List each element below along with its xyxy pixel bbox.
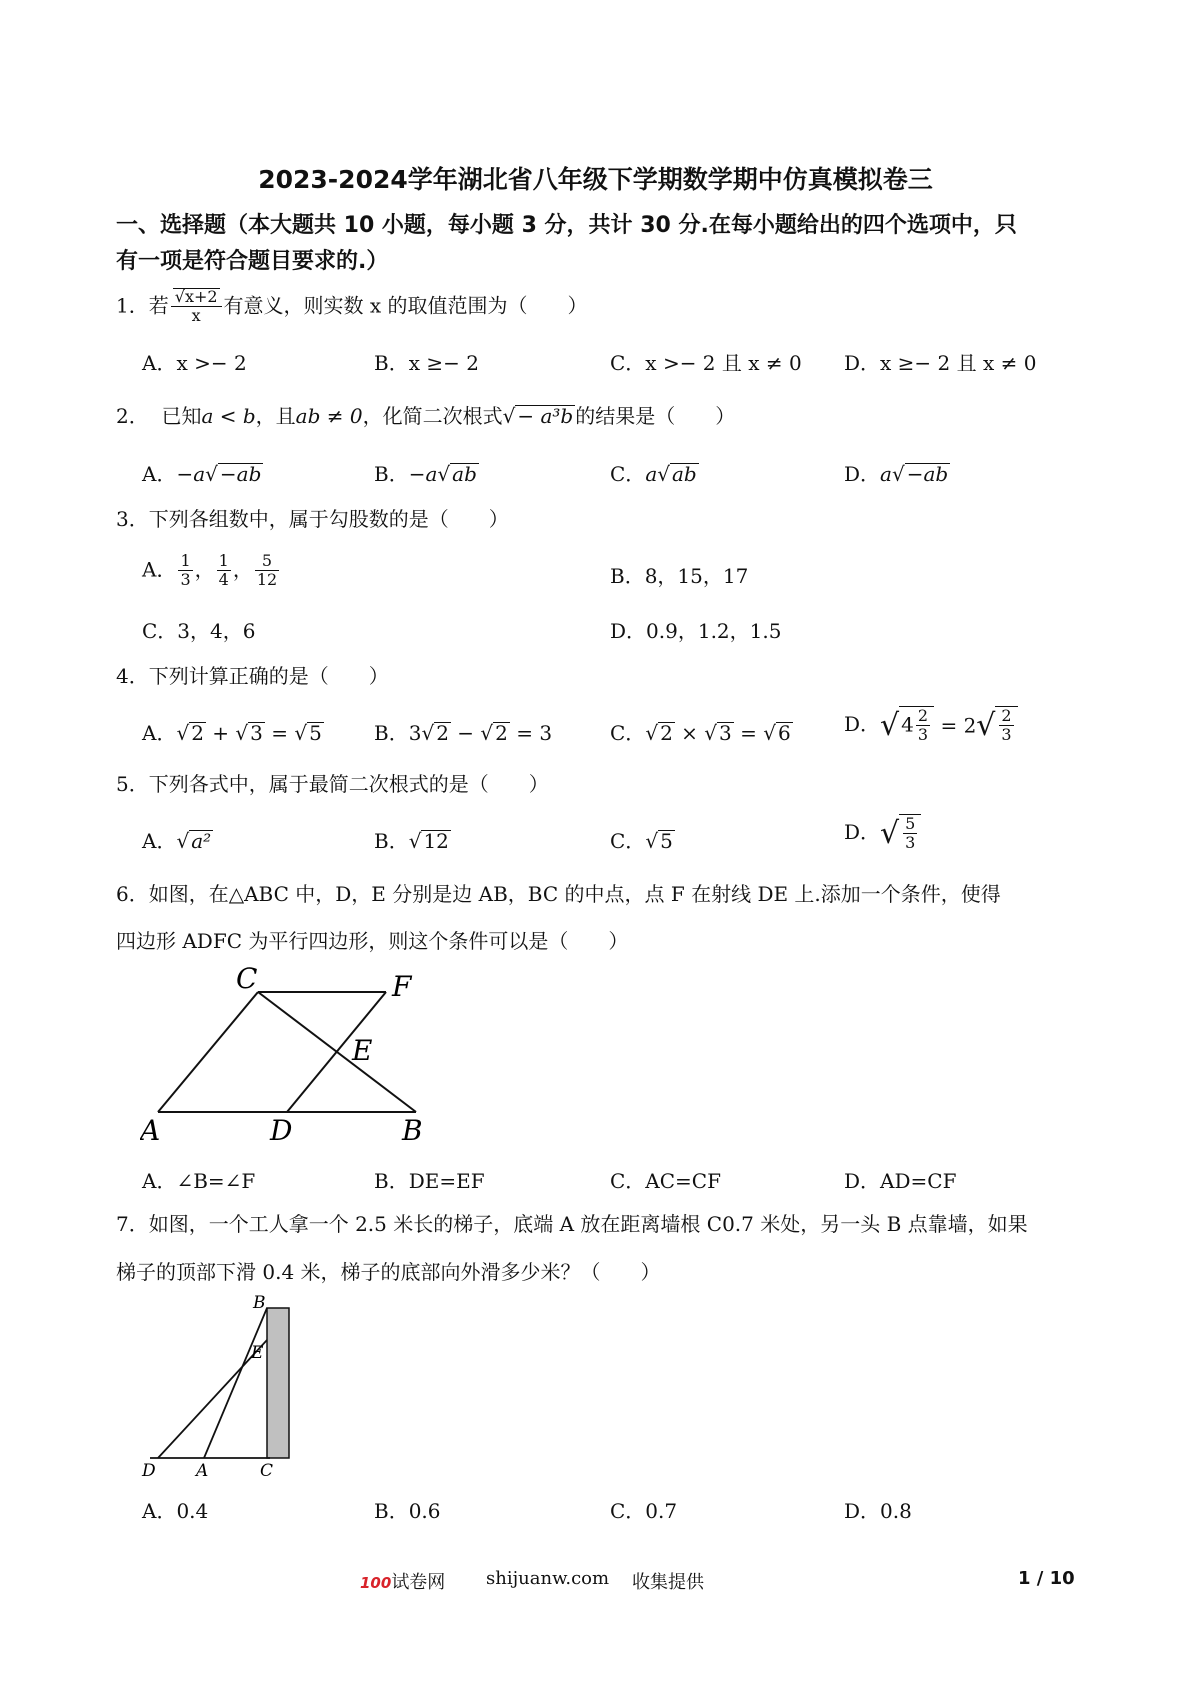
q5-option-b: B．√ 12 bbox=[374, 829, 449, 853]
q6-option-c: C．AC=CF bbox=[610, 1169, 721, 1193]
label-d: D bbox=[270, 1114, 293, 1147]
q2-option-b: B．−a√ ab bbox=[374, 462, 477, 486]
footer-logo bbox=[360, 1568, 445, 1594]
q6-option-b: B．DE=EF bbox=[374, 1169, 485, 1193]
q6-option-d: D．AD=CF bbox=[844, 1169, 957, 1193]
q4-option-d: D．√ 4 $\frac{2}{3}$ = 2√ $\frac{2}{3}$ bbox=[844, 706, 1018, 745]
label-b: B bbox=[253, 1293, 266, 1313]
section-header-line1: 一、选择题（本大题共 10 小题，每小题 3 分，共计 30 分.在每小题给出的四个选项中，只 bbox=[116, 213, 1017, 238]
footer-site-cn: 试卷网 bbox=[391, 1572, 446, 1593]
question-6-line2: 四边形 ADFC 为平行四边形，则这个条件可以是（ ） bbox=[116, 929, 629, 953]
q4-option-b: B．3√ 2 − √ 2 = 3 bbox=[374, 721, 553, 745]
q3-option-c: C．3，4，6 bbox=[142, 619, 256, 643]
q1-option-d: D．x ≥− 2 且 x ≠ 0 bbox=[844, 351, 1037, 375]
question-7-line2: 梯子的顶部下滑 0.4 米，梯子的底部向外滑多少米？（ ） bbox=[116, 1260, 661, 1284]
label-f: F bbox=[392, 970, 412, 1003]
label-c: C bbox=[236, 962, 258, 995]
q2-option-a: A．−a√ −ab bbox=[142, 462, 262, 486]
question-number: 2． bbox=[116, 404, 149, 428]
q3-option-a: A． $\frac{1}{3}$ ， $\frac{1}{4}$ ， $\frac{5}{12}$ bbox=[142, 551, 278, 590]
label-c: C bbox=[260, 1461, 274, 1480]
q2-option-d: D．a√ −ab bbox=[844, 462, 949, 486]
q1-option-a: A．x >− 2 bbox=[142, 351, 247, 375]
q6-option-a: A．∠B=∠F bbox=[142, 1169, 256, 1193]
q7-option-d: D．0.8 bbox=[844, 1499, 912, 1523]
page-number: 1 / 10 bbox=[1018, 1568, 1075, 1589]
label-e: E bbox=[251, 1343, 264, 1363]
footer-site-link[interactable]: shijuanw.com bbox=[486, 1568, 610, 1589]
logo-icon: 100 bbox=[360, 1574, 392, 1592]
q5-option-d: D．√ $\frac{5}{3}$ bbox=[844, 814, 921, 853]
q1-option-c: C．x >− 2 且 x ≠ 0 bbox=[610, 351, 802, 375]
label-d: D bbox=[142, 1461, 156, 1480]
label-a: A bbox=[196, 1461, 209, 1480]
q5-option-a: A．√ a² bbox=[142, 829, 212, 853]
question-1 bbox=[116, 288, 588, 326]
question-4: 4．下列计算正确的是（ ） bbox=[116, 664, 389, 688]
question-6-line1: 6．如图，在△ABC 中，D，E 分别是边 AB，BC 的中点，点 F 在射线 DE 上.添加一个条件，使得 bbox=[116, 882, 1001, 906]
question-number: 1． bbox=[116, 293, 149, 318]
fraction: $\frac{√x+2}{x}$ bbox=[171, 288, 222, 326]
question-2: 2． 已知a < b，且ab ≠ 0，化简二次根式√ − a³b 的结果是（ ） bbox=[116, 404, 736, 428]
q4-option-a: A．√ 2 + √ 3 = √ 5 bbox=[142, 721, 322, 745]
q7-option-b: B．0.6 bbox=[374, 1499, 441, 1523]
label-e: E bbox=[352, 1034, 373, 1067]
question-text: 有意义，则实数 x 的取值范围为（ ） bbox=[223, 293, 588, 318]
q3-option-b: B．8，15，17 bbox=[610, 564, 749, 588]
section-header-line2: 有一项是符合题目要求的.） bbox=[116, 249, 389, 274]
ladder-ab bbox=[204, 1308, 267, 1458]
q3-option-d: D．0.9，1.2，1.5 bbox=[610, 619, 782, 643]
q2-option-c: C．a√ ab bbox=[610, 462, 697, 486]
question-text: 若 bbox=[148, 293, 169, 318]
question-7-line1: 7．如图，一个工人拿一个 2.5 米长的梯子，底端 A 放在距离墙根 C0.7 米处，另一头 B 点靠墙，如果 bbox=[116, 1212, 1028, 1236]
wall bbox=[267, 1308, 289, 1458]
question-3: 3．下列各组数中，属于勾股数的是（ ） bbox=[116, 507, 509, 531]
label-b: B bbox=[402, 1114, 423, 1147]
footer-provided: 收集提供 bbox=[632, 1572, 704, 1593]
segment-ac bbox=[158, 992, 258, 1112]
document-title: 2023-2024学年湖北省八年级下学期数学期中仿真模拟卷三 bbox=[258, 165, 933, 194]
q1-option-b: B．x ≥− 2 bbox=[374, 351, 479, 375]
q7-option-c: C．0.7 bbox=[610, 1499, 678, 1523]
q5-option-c: C．√ 5 bbox=[610, 829, 673, 853]
question-5: 5．下列各式中，属于最简二次根式的是（ ） bbox=[116, 772, 549, 796]
q7-option-a: A．0.4 bbox=[142, 1499, 209, 1523]
q7-figure-ladder bbox=[140, 1290, 300, 1480]
q4-option-c: C．√ 2 × √ 3 = √ 6 bbox=[610, 721, 791, 745]
label-a: A bbox=[140, 1114, 161, 1147]
q6-figure-parallelogram bbox=[140, 960, 440, 1150]
